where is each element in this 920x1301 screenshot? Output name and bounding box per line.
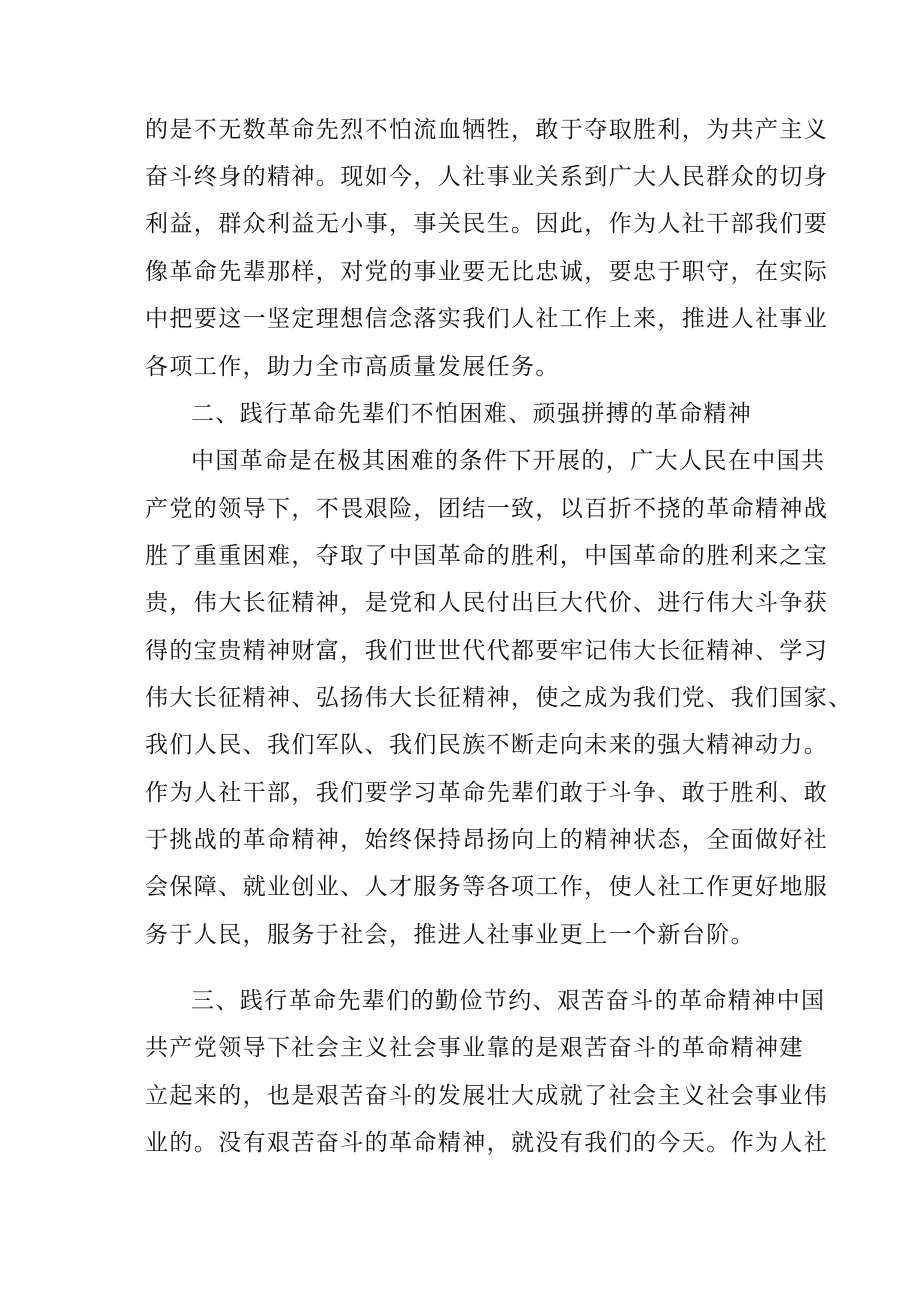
body-text-line: 产党的领导下，不畏艰险，团结一致，以百折不挠的革命精神战 — [145, 496, 829, 522]
body-text-line: 立起来的，也是艰苦奋斗的发展壮大成就了社会主义社会事业伟 — [145, 1083, 829, 1109]
body-text-line: 像革命先辈那样，对党的事业要无比忠诚，要忠于职守，在实际 — [145, 259, 829, 285]
body-text-line: 中把要这一坚定理想信念落实我们人社工作上来，推进人社事业 — [145, 306, 829, 332]
body-text-line: 利益，群众利益无小事，事关民生。因此，作为人社干部我们要 — [145, 211, 829, 237]
section-heading: 三、践行革命先辈们的勤俭节约、艰苦奋斗的革命精神中国 — [191, 988, 826, 1014]
body-text-line: 贵，伟大长征精神，是党和人民付出巨大代价、进行伟大斗争获 — [145, 590, 829, 616]
body-text-line: 奋斗终身的精神。现如今，人社事业关系到广大人民群众的切身 — [145, 164, 829, 190]
body-text-line: 作为人社干部，我们要学习革命先辈们敢于斗争、敢于胜利、敢 — [145, 780, 829, 806]
body-text-line: 务于人民，服务于社会，推进人社事业更上一个新台阶。 — [145, 922, 755, 948]
body-text-line: 会保障、就业创业、人才服务等各项工作，使人社工作更好地服 — [145, 874, 829, 900]
body-text-line: 各项工作，助力全市高质量发展任务。 — [145, 354, 560, 380]
body-text-line: 胜了重重困难，夺取了中国革命的胜利，中国革命的胜利来之宝 — [145, 543, 829, 569]
body-text-line: 我们人民、我们军队、我们民族不断走向未来的强大精神动力。 — [145, 732, 829, 758]
section-heading: 二、践行革命先辈们不怕困难、顽强拼搏的革命精神 — [191, 401, 753, 427]
body-text-line: 中国革命是在极其困难的条件下开展的，广大人民在中国共 — [191, 448, 826, 474]
body-text-line: 的是不无数革命先烈不怕流血牺牲，敢于夺取胜利，为共产主义 — [145, 117, 829, 143]
body-text-line: 伟大长征精神、弘扬伟大长征精神，使之成为我们党、我们国家、 — [145, 685, 853, 711]
body-text-line: 得的宝贵精神财富，我们世世代代都要牢记伟大长征精神、学习 — [145, 638, 829, 664]
body-text-line: 共产党领导下社会主义社会事业靠的是艰苦奋斗的革命精神建 — [145, 1035, 804, 1061]
body-text-line: 于挑战的革命精神，始终保持昂扬向上的精神状态，全面做好社 — [145, 827, 829, 853]
body-text-line: 业的。没有艰苦奋斗的革命精神，就没有我们的今天。作为人社 — [145, 1130, 829, 1156]
